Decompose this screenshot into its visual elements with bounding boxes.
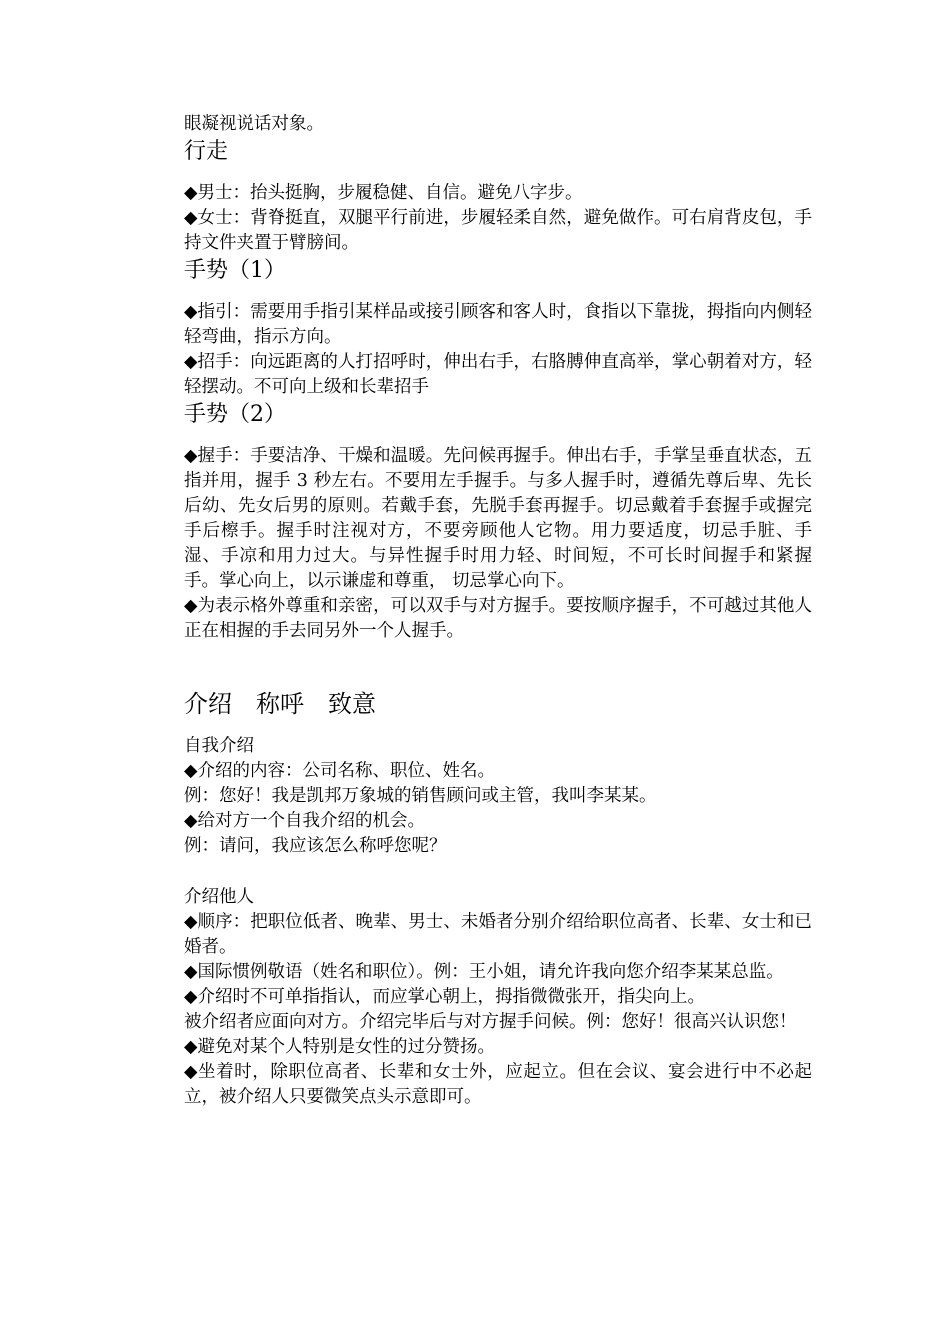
self-intro-item: 例：请问，我应该怎么称呼您呢？ [184,836,447,856]
gesture2-item-double-hand: ◆为表示格外尊重和亲密，可以双手与对方握手。要按顺序握手，不可越过其他人正在相握的手去同另外一个人握手。 [184,596,812,641]
intro-others-heading: 介绍他人 [184,887,254,907]
intro-others-item: ◆避免对某个人特别是女性的过分赞扬。 [184,1037,495,1057]
self-intro-item: 例：您好！我是凯邦万象城的销售顾问或主管，我叫李某某。 [184,786,657,806]
walking-item-men: ◆男士：抬头挺胸，步履稳健、自信。避免八字步。 [184,183,583,203]
intro-others-item: ◆介绍时不可单指指认，而应掌心朝上，拇指微微张开，指尖向上。 [184,987,705,1007]
self-intro-item: ◆介绍的内容：公司名称、职位、姓名。 [184,761,495,781]
intro-others-item: 被介绍者应面向对方。介绍完毕后与对方握手问候。例：您好！很高兴认识您！ [184,1012,797,1032]
intro-others-item: ◆顺序：把职位低者、晚辈、男士、未婚者分别介绍给职位高者、长辈、女士和已婚者。 [184,912,812,957]
self-intro-heading: 自我介绍 [184,736,254,756]
gesture2-item-handshake: ◆握手：手要洁净、干燥和温暖。先问候再握手。伸出右手，手掌呈垂直状态，五指并用，握手 3 秒左右。不要用左手握手。与多人握手时，遵循先尊后卑、先长后幼、先女后男的原则。若戴手套，先脱手套再握手。切忌戴着手套握手或握完手后檫手。握手时注视对方，不要旁顾他人它物。用力要适度，切忌手脏、手湿、手凉和用力过大。与异性握手时用力轻、时间短，不可长时间握手和紧握手。掌心向上，以示谦虚和尊重， 切忌掌心向下。 [184,446,812,591]
document-page [184,112,812,1110]
gesture1-item-guide: ◆指引：需要用手指引某样品或接引顾客和客人时，食指以下靠拢，拇指向内侧轻轻弯曲，指示方向。 [184,302,812,347]
section-heading: 介绍 称呼 致意 [184,690,376,718]
walking-item-women: ◆女士：背脊挺直，双腿平行前进，步履轻柔自然，避免做作。可右肩背皮包，手持文件夹置于臂膀间。 [184,208,812,253]
intro-tail-text: 眼凝视说话对象。 [184,114,324,134]
gesture1-item-wave: ◆招手：向远距离的人打招呼时，伸出右手，右胳膊伸直高举，掌心朝着对方，轻轻摆动。不可向上级和长辈招手 [184,352,812,397]
intro-others-item: ◆国际惯例敬语（姓名和职位）。例：王小姐，请允许我向您介绍李某某总监。 [184,962,784,982]
walking-heading: 行走 [184,139,229,164]
gesture1-heading: 手势（1） [184,258,286,283]
self-intro-item: ◆给对方一个自我介绍的机会。 [184,811,425,831]
intro-others-item: ◆坐着时，除职位高者、长辈和女士外，应起立。但在会议、宴会进行中不必起立，被介绍人只要微笑点头示意即可。 [184,1062,812,1107]
gesture2-heading: 手势（2） [184,402,286,427]
